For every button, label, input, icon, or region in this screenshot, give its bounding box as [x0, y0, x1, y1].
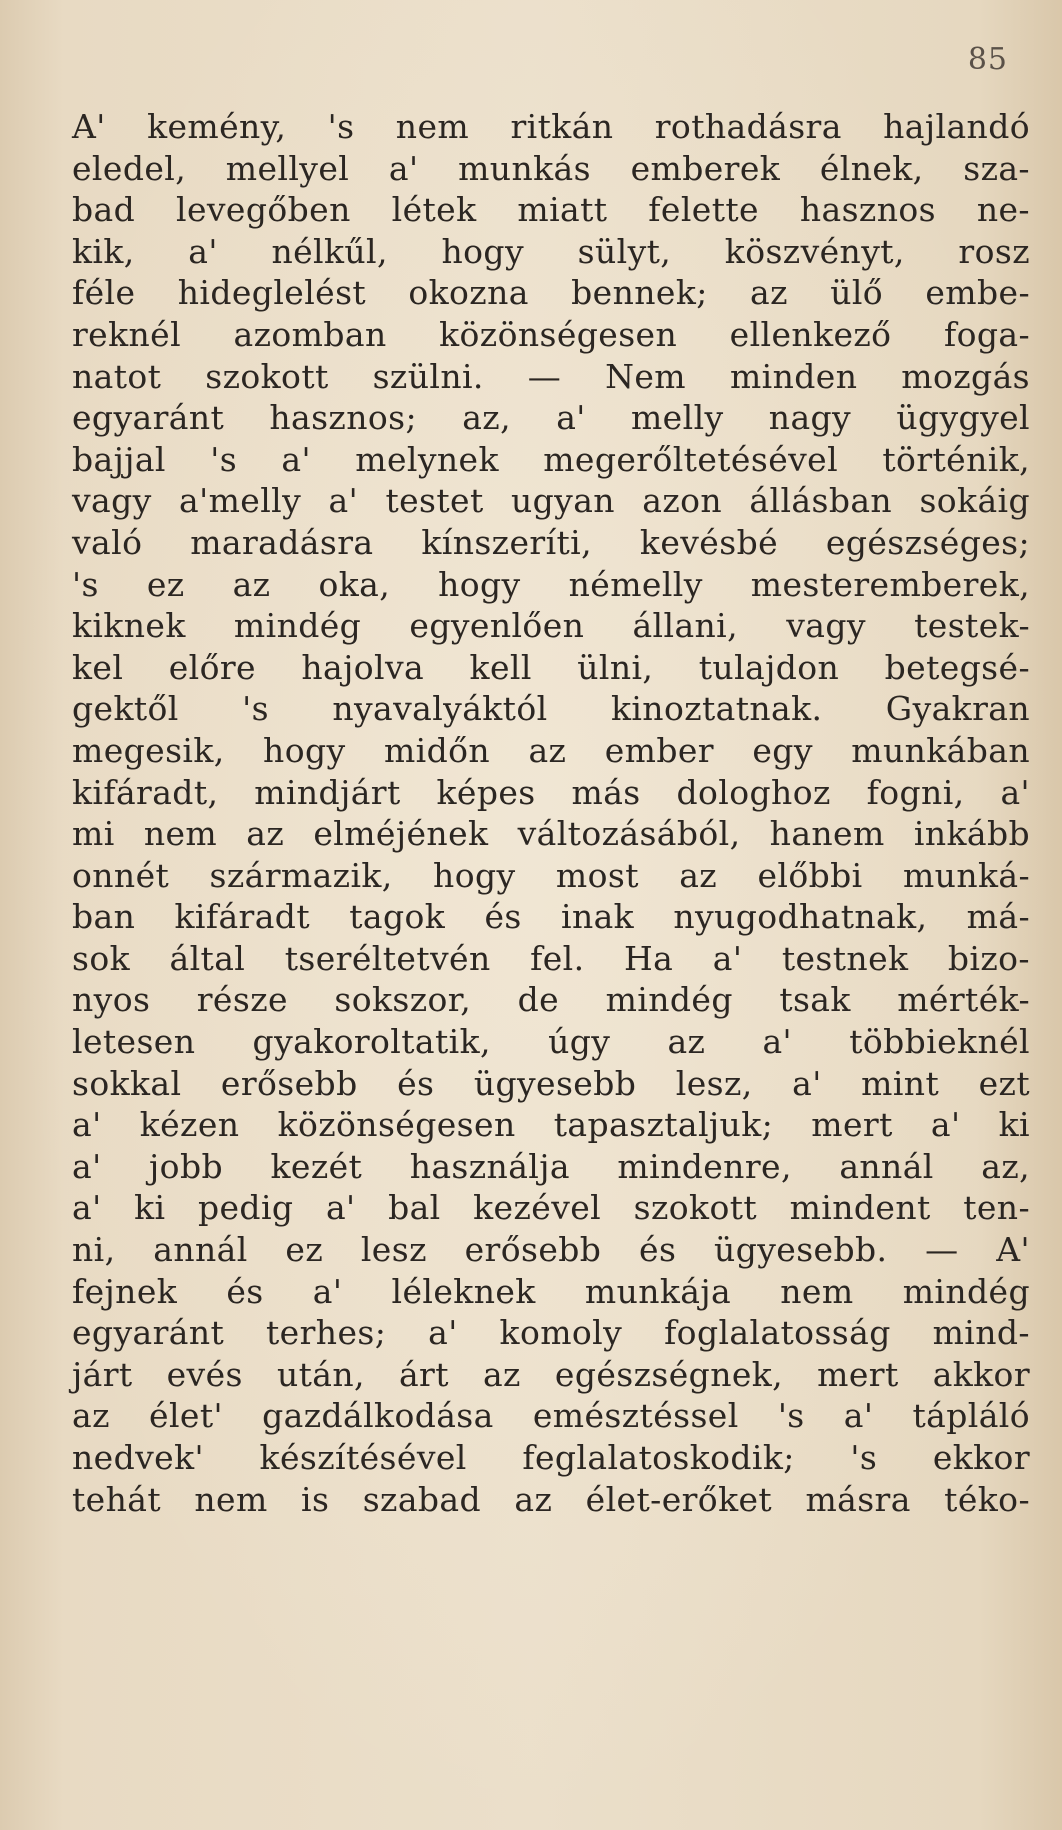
text-line: 's ez az oka, hogy némelly mesteremberek,	[72, 564, 1030, 604]
text-line: járt evés után, árt az egészségnek, mert akkor	[72, 1354, 1030, 1394]
text-line: féle hideglelést okozna bennek; az ülő embe-	[72, 273, 1030, 313]
text-line: a' ki pedig a' bal kezével szokott mindent ten-	[72, 1188, 1030, 1228]
text-line: való maradásra kínszeríti, kevésbé egészséges;	[72, 522, 1030, 562]
text-line: sokkal erősebb és ügyesebb lesz, a' mint ezt	[72, 1063, 1030, 1103]
text-line: a' kézen közönségesen tapasztaljuk; mert a' ki	[72, 1105, 1030, 1145]
text-line: egyaránt hasznos; az, a' melly nagy ügygyel	[72, 398, 1030, 438]
text-line: sok által tseréltetvén fel. Ha a' testnek bizo-	[72, 938, 1030, 978]
text-line: ni, annál ez lesz erősebb és ügyesebb. — A'	[72, 1230, 1030, 1270]
text-line: nyos része sokszor, de mindég tsak mérték-	[72, 980, 1030, 1020]
text-line: tehát nem is szabad az élet-erőket másra téko-	[72, 1479, 1030, 1519]
text-line: egyaránt terhes; a' komoly foglalatosság mind-	[72, 1313, 1030, 1353]
text-line: kel előre hajolva kell ülni, tulajdon betegsé-	[72, 647, 1030, 687]
page-number: 85	[967, 42, 1008, 77]
text-line: a' jobb kezét használja mindenre, annál az,	[72, 1146, 1030, 1186]
text-line: eledel, mellyel a' munkás emberek élnek, sza-	[72, 148, 1030, 188]
text-line: letesen gyakoroltatik, úgy az a' többieknél	[72, 1022, 1030, 1062]
text-line: az élet' gazdálkodása emésztéssel 's a' tápláló	[72, 1396, 1030, 1436]
body-text	[72, 106, 1030, 1520]
text-line: ban kifáradt tagok és inak nyugodhatnak, má-	[72, 897, 1030, 937]
text-line: natot szokott szülni. — Nem minden mozgás	[72, 356, 1030, 396]
text-line: bad levegőben létek miatt felette hasznos ne-	[72, 190, 1030, 230]
text-line: kifáradt, mindjárt képes más dologhoz fogni, a'	[72, 772, 1030, 812]
text-line: megesik, hogy midőn az ember egy munkában	[72, 730, 1030, 770]
text-line: reknél azomban közönségesen ellenkező foga-	[72, 314, 1030, 354]
text-line: vagy a'melly a' testet ugyan azon állásban sokáig	[72, 481, 1030, 521]
text-line: fejnek és a' léleknek munkája nem mindég	[72, 1271, 1030, 1311]
text-line: gektől 's nyavalyáktól kinoztatnak. Gyakran	[72, 689, 1030, 729]
text-line: nedvek' készítésével feglalatoskodik; 's ekkor	[72, 1438, 1030, 1477]
text-line: bajjal 's a' melynek megerőltetésével történik,	[72, 439, 1030, 479]
text-line: A' kemény, 's nem ritkán rothadásra hajlandó	[72, 107, 1030, 146]
text-line: kik, a' nélkűl, hogy sülyt, köszvényt, rosz	[72, 231, 1030, 271]
text-line: onnét származik, hogy most az előbbi munká-	[72, 855, 1030, 895]
text-line: kiknek mindég egyenlően állani, vagy testek-	[72, 606, 1030, 646]
text-line: mi nem az elméjének változásából, hanem inkább	[72, 814, 1030, 854]
